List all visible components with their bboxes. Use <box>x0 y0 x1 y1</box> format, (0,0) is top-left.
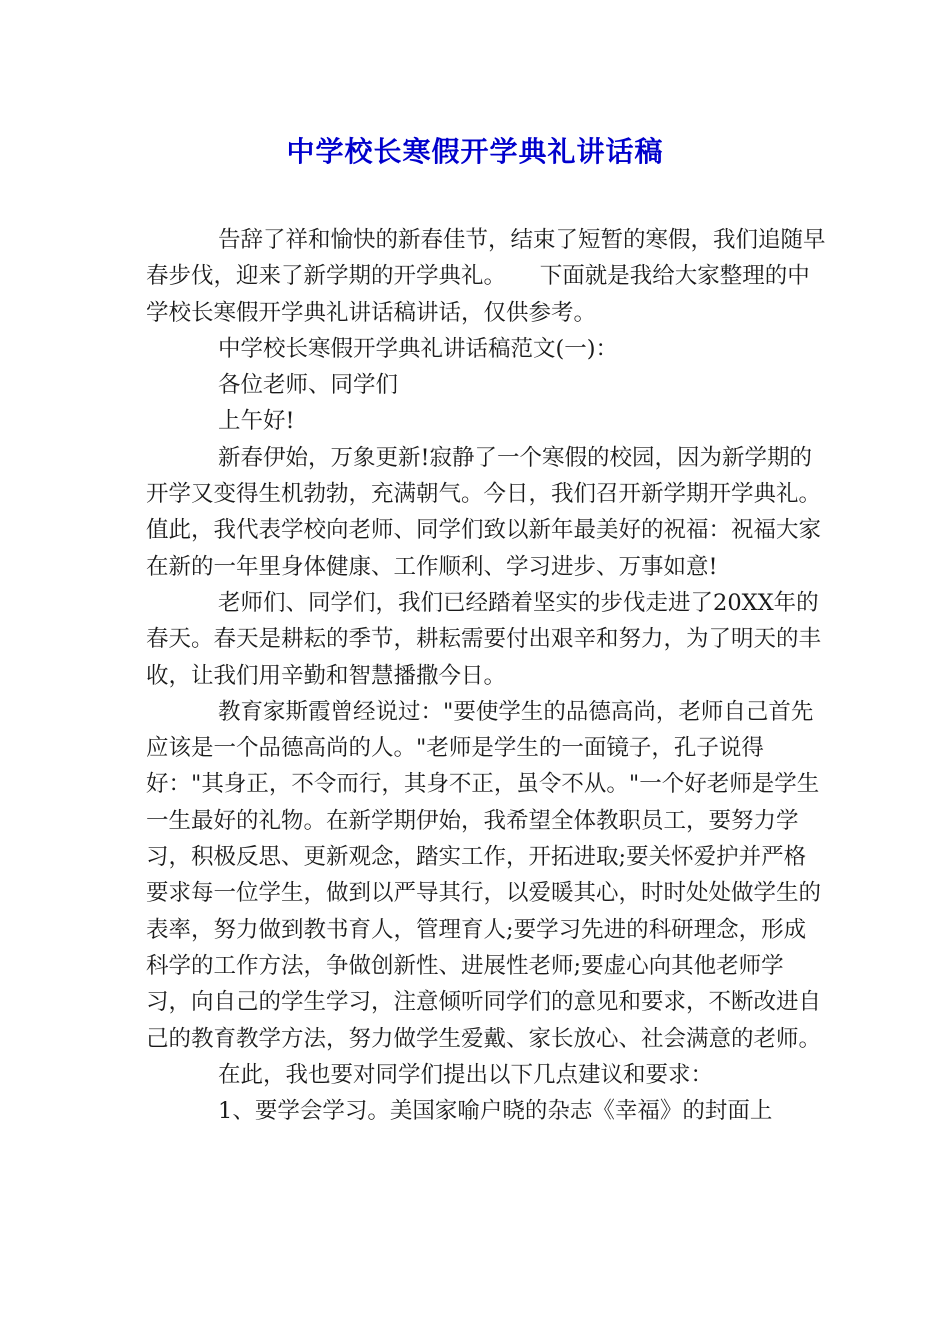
paragraph-salutation: 各位老师、同学们 <box>218 372 399 399</box>
document-body <box>146 222 826 1129</box>
paragraph-suggestions-intro: 在此，我也要对同学们提出以下几点建议和要求： <box>218 1061 714 1088</box>
paragraph-point-1: 1、要学会学习。美国家喻户晓的杂志《幸福》的封面上 <box>218 1098 773 1125</box>
paragraph-intro: 告辞了祥和愉快的新春佳节，结束了短暂的寒假，我们追随早春步伐，迎来了新学期的开学典礼。 下面就是我给大家整理的中学校长寒假开学典礼讲话稿讲话，仅供参考。 <box>146 227 826 326</box>
document-title: 中学校长寒假开学典礼讲话稿 <box>286 135 664 168</box>
paragraph-sample-heading: 中学校长寒假开学典礼讲话稿范文(一)： <box>218 335 619 362</box>
paragraph-spring: 老师们、同学们，我们已经踏着坚实的步伐走进了20XX年的春天。春天是耕耘的季节，耕耘需要付出艰辛和努力，为了明天的丰收，让我们用辛勤和智慧播撒今日。 <box>146 589 822 689</box>
paragraph-educator-quote: 教育家斯霞曾经说过："要使学生的品德高尚，老师自己首先应该是一个品德高尚的人。"老师是学生的一面镜子，孔子说得好："其身正，不令而行，其身不正，虽令不从。"一个好老师是学生一生最好的礼物。在新学期伊始，我希望全体教职员工，要努力学习，积极反思、更新观念，踏实工作，开拓进取;要关怀爱护并严格要求每一位学生，做到以严导其行，以爱暖其心，时时处处做学生的表率，努力做到教书育人，管理育人;要学习先进的科研理念，形成科学的工作方法，争做创新性、进展性老师;要虚心向其他老师学习，向自己的学生学习，注意倾听同学们的意见和要求，不断改进自己的教育教学方法，努力做学生爱戴、家长放心、社会满意的老师。 <box>146 698 822 1052</box>
paragraph-greeting: 上午好! <box>218 408 295 435</box>
paragraph-new-year: 新春伊始，万象更新!寂静了一个寒假的校园，因为新学期的开学又变得生机勃勃，充满朝气。今日，我们召开新学期开学典礼。值此，我代表学校向老师、同学们致以新年最美好的祝福：祝福大家在新的一年里身体健康、工作顺利、学习进步、万事如意! <box>146 444 822 580</box>
